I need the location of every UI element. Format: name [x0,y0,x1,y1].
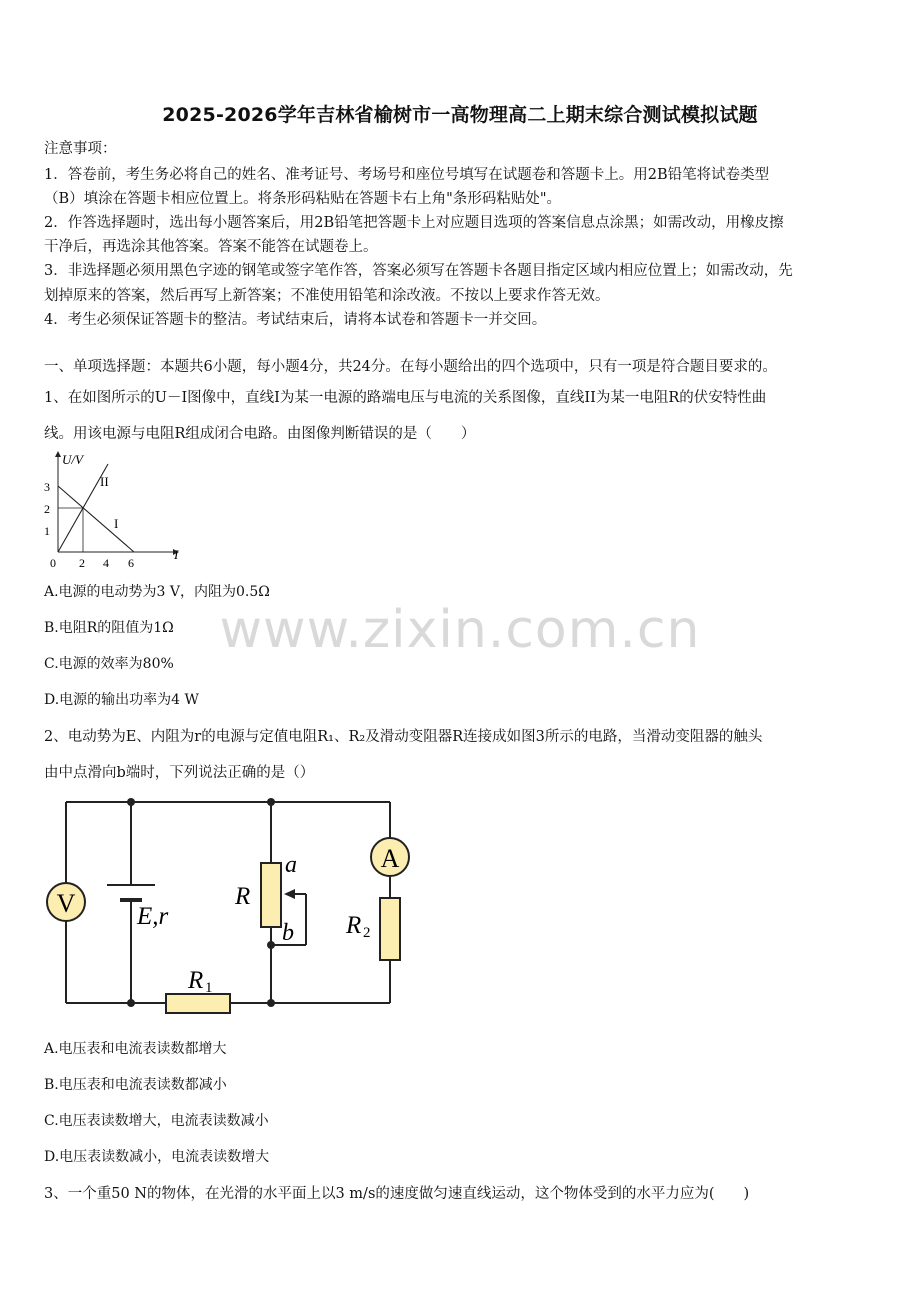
notes-line: 1．答卷前，考生务必将自己的姓名、准考证号、考场号和座位号填写在试题卷和答题卡上。用2B铅笔将试卷类型 [44,167,770,183]
line-I [58,486,134,552]
notes-line: 2．作答选择题时，选出每小题答案后，用2B铅笔把答题卡上对应题目选项的答案信息点涂黑；如需改动，用橡皮擦 [44,215,784,231]
notes-line: （B）填涂在答题卡相应位置上。将条形码粘贴在答题卡右上角"条形码粘贴处"。 [44,191,561,207]
x-tick-label: 6 [128,556,134,570]
y-tick-label: 2 [44,502,50,516]
rheostat [261,863,281,927]
x-axis-label: I [174,547,179,562]
ui-graph [40,446,190,572]
q1-stem-line2: 线。用该电源与电阻R组成闭合电路。由图像判断错误的是（ ） [44,426,476,442]
notes-line: 4．考生必须保证答题卡的整洁。考试结束后，请将本试卷和答题卡一并交回。 [44,312,547,328]
ammeter-label: A [380,844,400,873]
q2-stem-line1: 2、电动势为E、内阻为r的电源与定值电阻R₁、R₂及滑动变阻器R连接成如图3所示的电路，当滑动变阻器的触头 [44,729,763,745]
x-tick-label: 4 [103,556,109,570]
line-I-label: I [114,516,119,531]
y-tick-label: 1 [44,524,50,538]
voltmeter-label: V [56,889,76,918]
q1-option-c: C.电源的效率为80% [44,656,174,672]
watermark: www.zixin.com.cn [219,600,701,660]
r1-label: R [188,967,204,994]
q2-option-c: C.电压表读数增大，电流表读数减小 [44,1113,269,1129]
r2-label: R [346,912,362,939]
circuit-diagram [40,790,430,1020]
section-heading: 一、单项选择题：本题共6小题，每小题4分，共24分。在每小题给出的四个选项中，只有一项是符合题目要求的。 [44,359,777,375]
q2-option-a: A.电压表和电流表读数都增大 [44,1041,227,1057]
notes-line: 3．非选择题必须用黑色字迹的钢笔或签字笔作答，答案必须写在答题卡各题目指定区域内相应位置上；如需改动，先 [44,263,793,279]
line-II-label: II [100,474,109,489]
source-label: E,r [137,903,169,930]
q1-option-a: A.电源的电动势为3 V，内阻为0.5Ω [44,584,270,600]
q1-stem-line1: 1、在如图所示的U－I图像中，直线I为某一电源的路端电压与电流的关系图像，直线II为某一电阻R的伏安特性曲 [44,390,767,406]
notes-line: 干净后，再选涂其他答案。答案不能答在试题卷上。 [44,239,378,255]
end-b-label: b [282,920,294,946]
resistor-r1 [166,994,230,1013]
q2-option-d: D.电压表读数减小，电流表读数增大 [44,1149,270,1165]
rheostat-label: R [235,883,251,910]
q1-option-d: D.电源的输出功率为4 W [44,692,199,708]
r1-subscript: 1 [205,980,213,996]
y-tick-label: 3 [44,480,50,494]
x-tick-label: 0 [50,556,56,570]
q2-stem-line2: 由中点滑向b端时，下列说法正确的是（） [44,765,315,781]
x-tick-label: 2 [79,556,85,570]
y-axis-label: U/V [62,452,83,467]
notes-line: 划掉原来的答案，然后再写上新答案；不准使用铅笔和涂改液。不按以上要求作答无效。 [44,288,610,304]
page-title: 2025-2026学年吉林省榆树市一高物理高二上期末综合测试模拟试题 [162,104,758,126]
q1-option-b: B.电阻R的阻值为1Ω [44,620,174,636]
resistor-r2 [380,898,400,960]
end-a-label: a [285,852,297,878]
notes-heading: 注意事项： [44,141,117,157]
q2-option-b: B.电压表和电流表读数都减小 [44,1077,227,1093]
r2-subscript: 2 [363,925,371,941]
q3-stem-line1: 3、一个重50 N的物体，在光滑的水平面上以3 m/s的速度做匀速直线运动，这个物体受到的水平力应为( ) [44,1186,750,1202]
